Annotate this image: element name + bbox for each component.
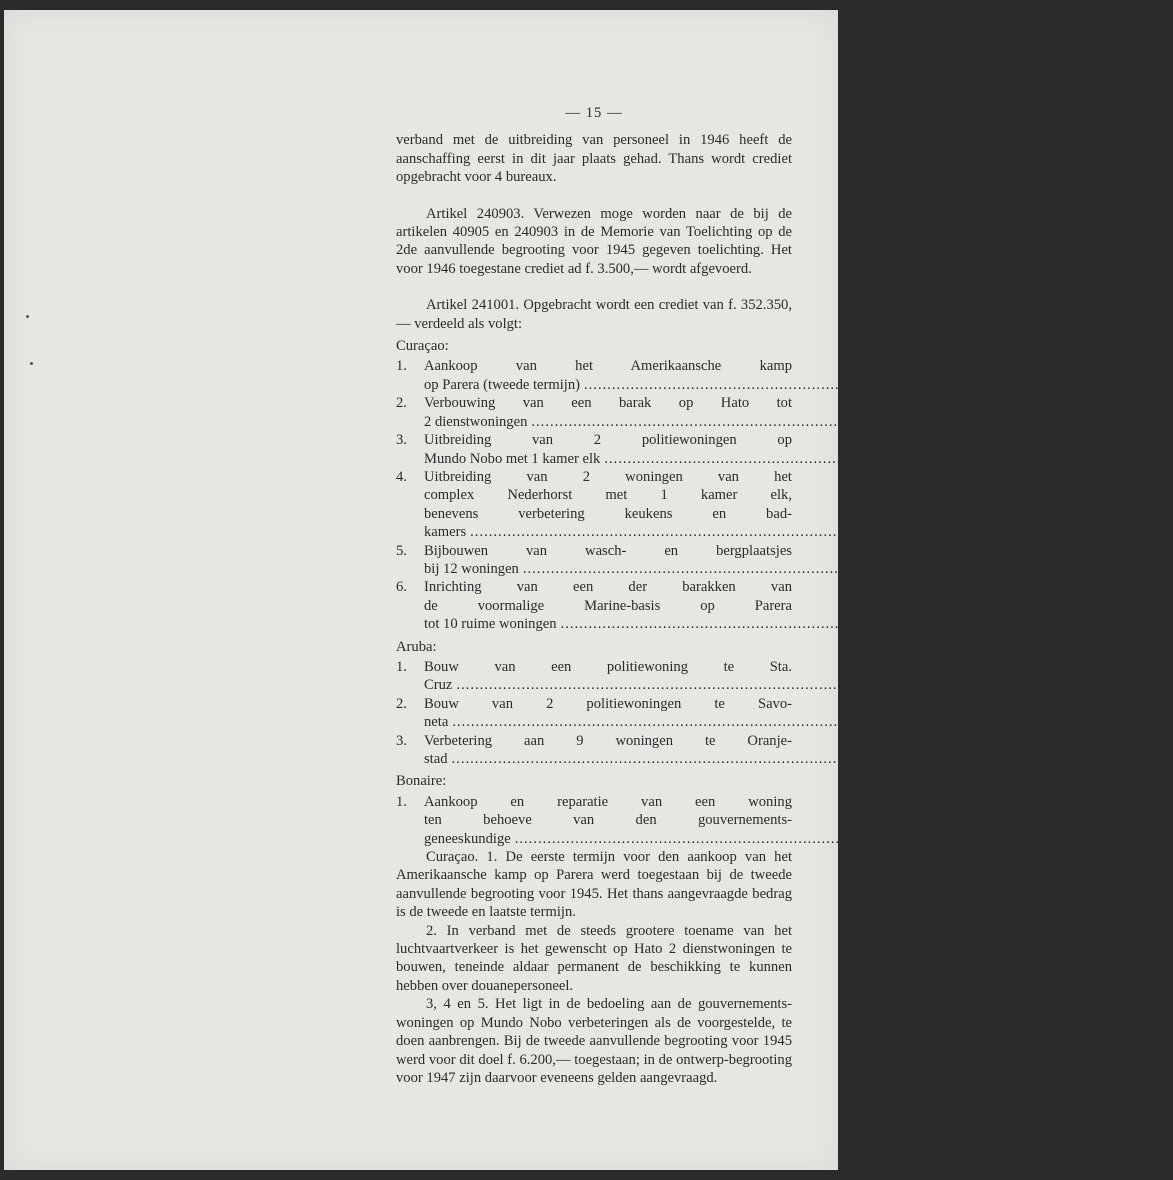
item-last-line bbox=[424, 830, 1084, 848]
item-last-line bbox=[424, 413, 1101, 431]
item-line: ten behoeve van den gouvernements- bbox=[424, 812, 792, 829]
currency-mark: „ bbox=[989, 560, 997, 577]
item-last-line bbox=[424, 713, 1022, 731]
item-body bbox=[424, 793, 1084, 848]
item-last-line bbox=[424, 560, 1092, 578]
text-column bbox=[396, 104, 1173, 1087]
page-number: — 15 — bbox=[565, 105, 623, 121]
item-amount bbox=[1071, 450, 1173, 468]
budget-item bbox=[396, 542, 1092, 579]
item-number: 6. bbox=[396, 579, 407, 596]
dot-leader: .................................................................................................... bbox=[451, 751, 917, 767]
item-body bbox=[424, 394, 1101, 431]
item-number: 2. bbox=[396, 395, 407, 412]
item-line: Verbetering aan 9 woningen te Oranje- bbox=[424, 732, 792, 749]
amount-value: 143.500,— bbox=[1087, 376, 1153, 393]
item-line: Verbouwing van een barak op Hato tot bbox=[424, 395, 792, 412]
section-heading: Bonaire: bbox=[396, 773, 447, 790]
paragraph-artikel-240903: Artikel 240903. Verwezen moge worden naar de bij de artikelen 40905 en 240903 in de Memorie van Toelichting op de 2de aanvullende begrooting voor 1945 gegeven toelichting. Het voor 1946 toegestane crediet ad f. 3.500,— wordt afgevoerd. bbox=[396, 205, 792, 277]
margin-speck bbox=[30, 362, 33, 365]
item-last-text: op Parera (tweede termijn) bbox=[424, 376, 580, 393]
item-last-text: 2 dienstwoningen bbox=[424, 413, 528, 430]
dot-leader: .................................................................................................... bbox=[514, 830, 980, 847]
item-amount bbox=[937, 523, 1039, 541]
amount-value: 15.000,— bbox=[966, 677, 1026, 694]
item-last-line bbox=[424, 450, 1173, 468]
item-body bbox=[424, 542, 1092, 579]
item-last-text: bij 12 woningen bbox=[424, 560, 519, 577]
item-number: 2. bbox=[396, 695, 407, 712]
item-last-line bbox=[424, 523, 1039, 541]
section-heading: Aruba: bbox=[396, 638, 437, 655]
amount-value: 8.800,— bbox=[987, 524, 1039, 541]
budget-item bbox=[396, 357, 1153, 394]
item-line: Inrichting van een der barakken van bbox=[424, 579, 792, 596]
item-last-line bbox=[424, 376, 1153, 394]
paragraph-explanation-1: Curaçao. 1. De eerste termijn voor den aankoop van het Amerikaansche kamp op Parera werd toegestaan bij de tweede aanvullende begrooting voor 1945. Het thans aangevraagde bedrag is de tweede en laatste termijn. bbox=[396, 849, 792, 921]
item-line: Aankoop van het Amerikaansche kamp bbox=[424, 358, 792, 375]
item-number: 3. bbox=[396, 732, 407, 749]
document-page bbox=[4, 10, 1173, 1170]
dot-leader: .................................................................................................... bbox=[584, 376, 1049, 393]
margin-speck bbox=[26, 315, 29, 318]
budget-item bbox=[396, 793, 1084, 848]
item-line: benevens verbetering keukens en bad- bbox=[424, 505, 792, 522]
budget-item bbox=[396, 695, 1022, 732]
item-line: Bouw van 2 politiewoningen te Savo- bbox=[424, 695, 792, 712]
paragraph-artikel-241001: Artikel 241001. Opgebracht wordt een crediet van f. 352.350,— verdeeld als volgt: bbox=[396, 297, 792, 332]
currency-mark: „ bbox=[937, 524, 944, 541]
item-amount bbox=[982, 830, 1084, 848]
item-last-text: Cruz bbox=[424, 677, 453, 694]
item-body bbox=[424, 468, 1039, 542]
dot-leader: .................................................................................................... bbox=[560, 616, 1026, 633]
currency-mark: „ bbox=[981, 830, 989, 847]
budget-item bbox=[396, 468, 1039, 542]
paragraph-explanation-3: 3, 4 en 5. Het ligt in de bedoeling aan de gouvernements-woningen op Mundo Nobo verbeteringen als de voorgestelde, te doen aanbrengen. Bij de tweede aanvullende begrooting voor 1945 werd voor dit doel f. 6.200,— toegestaan; in de ontwerp-begrooting voor 1947 zijn daarvoor eveneens gelden aangevraagd. bbox=[396, 996, 792, 1086]
dot-leader: .................................................................................................... bbox=[470, 524, 935, 541]
item-line: Aankoop en reparatie van een woning bbox=[424, 793, 792, 810]
paragraph-continuation: verband met de uitbreiding van personeel in 1946 heeft de aanschaffing eerst in dit jaar plaats gehad. Thans wordt crediet opgebracht voor 4 bureaux. bbox=[396, 132, 792, 186]
item-number: 3. bbox=[396, 432, 407, 449]
budget-item bbox=[396, 431, 1173, 468]
item-last-text: Mundo Nobo met 1 kamer elk bbox=[424, 450, 601, 467]
item-body bbox=[424, 357, 1153, 394]
item-amount bbox=[1027, 615, 1129, 633]
item-last-text: geneeskundige bbox=[424, 830, 511, 847]
item-number: 1. bbox=[396, 658, 407, 675]
item-last-line bbox=[424, 676, 1026, 694]
currency-mark: „ bbox=[1071, 450, 1078, 467]
budget-item bbox=[396, 658, 1026, 695]
currency-mark: „ bbox=[923, 677, 930, 694]
amount-value: 6.200,— bbox=[1122, 450, 1173, 467]
section-heading: Curaçao: bbox=[396, 338, 449, 355]
currency-mark: „ bbox=[918, 751, 925, 767]
budget-item bbox=[396, 732, 1021, 769]
amount-value: 4.950,— bbox=[969, 751, 1021, 767]
dot-leader: .................................................................................................... bbox=[604, 450, 1070, 467]
budget-list bbox=[396, 337, 1173, 848]
currency-mark: „ bbox=[919, 714, 926, 731]
item-last-line bbox=[424, 750, 1021, 768]
item-number: 1. bbox=[396, 793, 407, 810]
currency-mark: „ bbox=[1027, 616, 1034, 633]
amount-value: 30.000,— bbox=[962, 714, 1022, 731]
item-line: Uitbreiding van 2 politiewoningen op bbox=[424, 432, 792, 449]
item-line: complex Nederhorst met 1 kamer elk, bbox=[424, 487, 792, 504]
item-number: 4. bbox=[396, 468, 407, 485]
item-amount bbox=[1051, 376, 1153, 394]
item-line: Bouw van een politiewoning te Sta. bbox=[424, 658, 792, 675]
item-amount bbox=[990, 560, 1092, 578]
amount-value: 20.000,— bbox=[1025, 830, 1084, 847]
currency-mark: f. bbox=[1050, 376, 1060, 393]
amount-value: 16.500,— bbox=[1041, 413, 1101, 430]
dot-leader: .................................................................................................... bbox=[456, 677, 922, 694]
item-line: Uitbreiding van 2 woningen van het bbox=[424, 468, 792, 485]
item-line: Bijbouwen van wasch- en bergplaatsjes bbox=[424, 542, 792, 559]
item-last-line bbox=[424, 615, 1130, 633]
paragraph-explanation-2: 2. In verband met de steeds grootere toename van het luchtvaartverkeer is het gewenscht op Hato 2 dienstwoningen te bouwen, teneinde aldaar permanent de beschikking te kunnen hebben over douanepersoneel. bbox=[396, 922, 792, 994]
item-body bbox=[424, 695, 1022, 732]
currency-mark: „ bbox=[998, 413, 1005, 430]
item-body bbox=[424, 431, 1173, 468]
dot-leader: .................................................................................................... bbox=[452, 714, 918, 731]
item-line: de voormalige Marine-basis op Parera bbox=[424, 597, 792, 614]
item-amount bbox=[998, 413, 1100, 431]
item-body bbox=[424, 578, 1130, 633]
item-body bbox=[424, 732, 1021, 769]
item-amount bbox=[923, 676, 1025, 694]
budget-item bbox=[396, 578, 1130, 633]
dot-leader: .................................................................................................... bbox=[522, 560, 988, 577]
amount-value: 93.000,— bbox=[1071, 616, 1130, 633]
dot-leader: .................................................................................................... bbox=[531, 413, 997, 430]
item-last-text: tot 10 ruime woningen bbox=[424, 616, 557, 633]
item-last-text: neta bbox=[424, 714, 449, 731]
amount-value: 14.400,— bbox=[1033, 560, 1092, 577]
item-amount bbox=[918, 750, 1020, 768]
item-number: 5. bbox=[396, 542, 407, 559]
item-last-text: kamers bbox=[424, 524, 467, 541]
item-number: 1. bbox=[396, 358, 407, 375]
item-last-text: stad bbox=[424, 751, 448, 767]
item-amount bbox=[919, 713, 1021, 731]
budget-item bbox=[396, 394, 1101, 431]
item-body bbox=[424, 658, 1026, 695]
